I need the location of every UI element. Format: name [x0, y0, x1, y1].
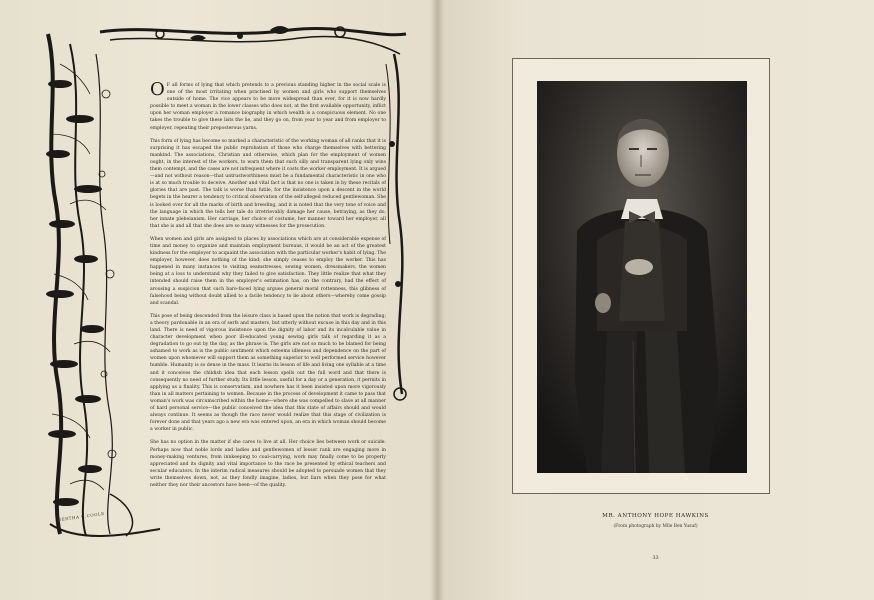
photo-caption-title: MR. ANTHONY HOPE HAWKINS [602, 513, 709, 519]
drop-cap: O [150, 79, 165, 100]
portrait-photograph [537, 81, 747, 473]
photo-caption-credit: (From photograph by Mlle Ben Yusuf) [613, 524, 698, 529]
article-text [150, 79, 386, 495]
paragraph-text: F all forms of lying that which pretends to a previous standing higher in the social scale is one of the most irritating when practised by women and girls who support themselves outside of home. The vice appears to be more widespread than ever, for it is now hardly possible to meet a woman in the lower classes who does not, at the first available opportunity, inflict upon her woman employer a romance biography in which wealth is a conspicuous element. No one takes the trouble to give these lists the lie, and they go on, from year to year and from employer to employer, repeating their preposterous yarns. [150, 83, 386, 131]
artist-signature: BERTHA C.COOLE [57, 510, 106, 523]
paragraph-4: This pose of being descended from the leisure class is based upon the notion that work is degrading; a theory pardonable in an era of serfs and masters, but utterly without excuse in this day and in this land. There is need of vigorous insistence upon the dignity of labor and its incalculable value in character development when poor ill-educated young sewing girls talk of regarding it as a degradation to go out by the day, as the phrase is. The girls are not so much to be blamed for being ashamed to work as is the public sentiment which esteems idleness and dependence on the part of women upon whomever will support them as something superior to well performed service however humble. Humanity is so dense in the mass. It learns its lesson of life and living one syllable at a time and it conceives the childish idea that each lesson spells out the full word and that there is consequently no need of further study. Its little lesson, useful for a day or a generation, it permits in applying as a finality. This is conservatism, and nowhere has it been insisted upon more vigorously than in all matters pertaining to women. Because in the process of development it came to pass that woman's work was circumscribed within the home—where she was compelled to slave at all manner of hard personal service—the public conceived the idea that this state of affairs should and would always continue. It seems as though the race never would realize that this stage of civilization is forever done and that years ago a new era was entered upon, an era in which woman should become a worker in public. [150, 313, 386, 433]
paragraph-2: This form of lying has become so marked a characteristic of the working woman of all ranks that it is surprising it has escaped the public reprobation of those who charge themselves with bettering mankind. The associations, Christian and otherwise, which plan for the employment of women ought, in the interest of the workers, to warn them that such silly and transparent lying only wins them contempt, and the cases are not infrequent where it costs the worker employment. It is argued—and not without reason—that untrustworthiness must be a fundamental characteristic in one who is at so much trouble to deceive. Another and vital fact is that no one is taken in by these recitals of glories that are past. The talk is worse than futile, for the insistence upon a descent in the world begets in the hearer a tendency to critical observation of the self-alleged reduced gentlewoman. She is looked over for all the marks of birth and breeding, and it is noted that the very tone of voice and the language in which the tells her tale do irretrievably damage her cause, betraying, as they do, her innate plebeianism. Her carriage, her choice of costume, her manner toward her employer, all that she is and all that she does are so many witnesses for the prosecution. [150, 138, 386, 229]
paragraph-5: She has no option in the matter if she cares to live at all. Her choice lies between work or suicide. Perhaps now that noble lords and ladies and gentlewomen of lesser rank are engaging more in money-making ventures, from innkeeping to coal-carrying, work may finally come to be properly appreciated and its dignity and vital importance to the race be presented by ethical teachers and secular educators. In the interim radical measures should be adopted to persuade women that they write themselves down, not, as they fondly imagine, ladies, but liars when they pose for what neither they nor their ancestors have been—of the quality. [150, 440, 386, 488]
page-number: 33 [652, 555, 659, 561]
binding-gutter [430, 0, 444, 600]
paragraph-3: When women and girls are assigned to places by associations which are at considerable expense of time and money to organize and maintain employment bureaus, it would be an act of the greatest kindness for the employer to acquaint the association with the particular worker's habit of lying. The employer, however, does nothing of the kind; she simply ceases to employ the worker. This has happened in many instances to visiting seamstresses, sewing women, dressmakers, the women being at a loss to understand why they failed to give satisfaction. They little realize that what they intended should raise them in the employer's estimation has, on the contrary, had the effect of arousing a suspicion that such bare-faced lying argues general moral rottenness, this glibness of falsehood being without doubt allied to a facile tendency to lie about others—whereby come gossip and scandal. [150, 236, 386, 306]
paragraph-1 [150, 79, 386, 132]
